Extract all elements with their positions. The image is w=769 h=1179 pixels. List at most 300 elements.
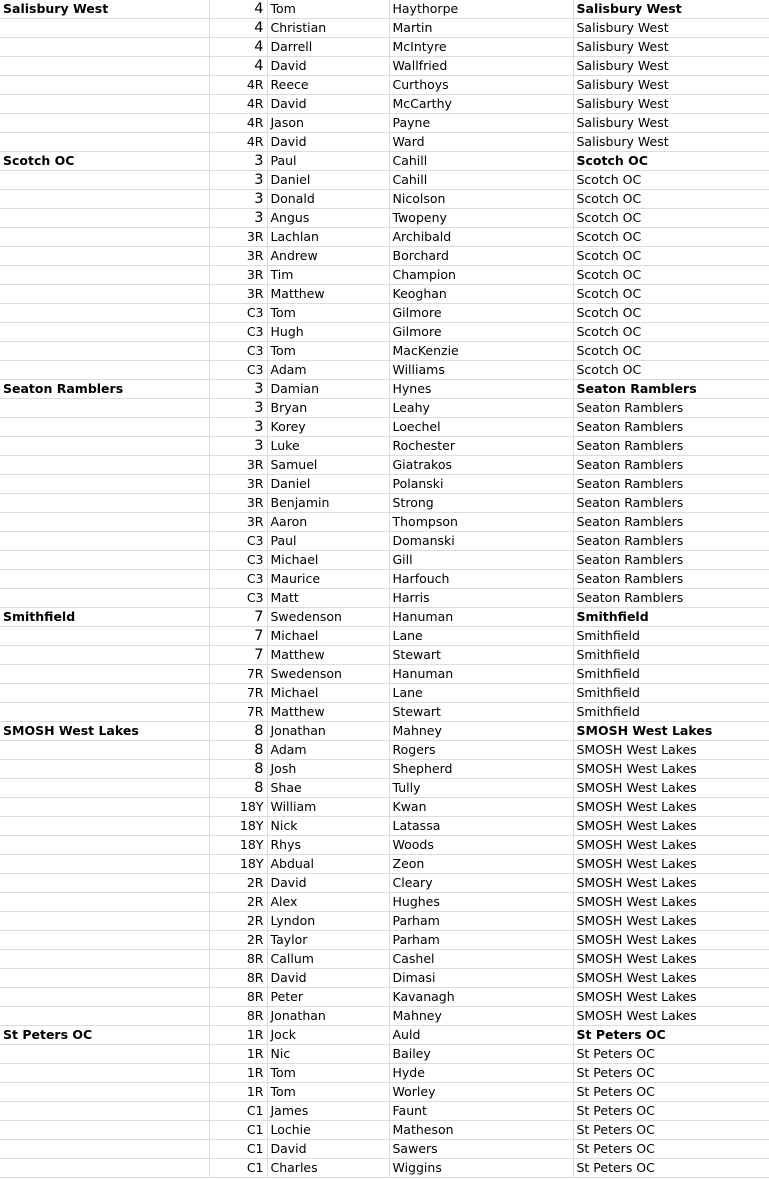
grade-cell[interactable]: C3 (209, 570, 267, 589)
last-name-cell[interactable]: Gilmore (389, 304, 573, 323)
last-name-cell[interactable]: Woods (389, 836, 573, 855)
club-cell[interactable] (0, 855, 209, 874)
grade-cell[interactable]: 3R (209, 494, 267, 513)
club-cell[interactable] (0, 247, 209, 266)
last-name-cell[interactable]: Martin (389, 19, 573, 38)
first-name-cell[interactable]: Nic (267, 1045, 389, 1064)
last-name-cell[interactable]: Mahney (389, 1007, 573, 1026)
last-name-cell[interactable]: Polanski (389, 475, 573, 494)
club-cell[interactable] (0, 418, 209, 437)
grade-cell[interactable]: 8R (209, 988, 267, 1007)
club-cell[interactable]: SMOSH West Lakes (0, 722, 209, 741)
first-name-cell[interactable]: Benjamin (267, 494, 389, 513)
first-name-cell[interactable]: Tim (267, 266, 389, 285)
club-cell[interactable] (0, 931, 209, 950)
grade-cell[interactable]: 3R (209, 228, 267, 247)
first-name-cell[interactable]: Matthew (267, 285, 389, 304)
grade-cell[interactable]: C3 (209, 532, 267, 551)
first-name-cell[interactable]: Tom (267, 1064, 389, 1083)
grade-cell[interactable]: C1 (209, 1140, 267, 1159)
grade-cell[interactable]: 3 (209, 209, 267, 228)
last-name-cell[interactable]: Domanski (389, 532, 573, 551)
grade-cell[interactable]: C3 (209, 589, 267, 608)
last-name-cell[interactable]: Champion (389, 266, 573, 285)
first-name-cell[interactable]: Korey (267, 418, 389, 437)
club-cell[interactable] (0, 1159, 209, 1178)
team-cell[interactable]: Salisbury West (573, 76, 769, 95)
club-cell[interactable] (0, 836, 209, 855)
club-cell[interactable]: St Peters OC (0, 1026, 209, 1045)
last-name-cell[interactable]: Stewart (389, 703, 573, 722)
last-name-cell[interactable]: Sawers (389, 1140, 573, 1159)
grade-cell[interactable]: 3R (209, 247, 267, 266)
first-name-cell[interactable]: Samuel (267, 456, 389, 475)
first-name-cell[interactable]: Michael (267, 684, 389, 703)
last-name-cell[interactable]: Parham (389, 912, 573, 931)
team-cell[interactable]: Salisbury West (573, 114, 769, 133)
grade-cell[interactable]: 3R (209, 456, 267, 475)
last-name-cell[interactable]: Curthoys (389, 76, 573, 95)
team-cell[interactable]: SMOSH West Lakes (573, 855, 769, 874)
last-name-cell[interactable]: Gill (389, 551, 573, 570)
first-name-cell[interactable]: Donald (267, 190, 389, 209)
club-cell[interactable] (0, 57, 209, 76)
grade-cell[interactable]: 2R (209, 893, 267, 912)
club-cell[interactable] (0, 874, 209, 893)
club-cell[interactable] (0, 627, 209, 646)
first-name-cell[interactable]: Rhys (267, 836, 389, 855)
team-cell[interactable]: Seaton Ramblers (573, 475, 769, 494)
last-name-cell[interactable]: Haythorpe (389, 0, 573, 19)
team-cell[interactable]: Scotch OC (573, 342, 769, 361)
club-cell[interactable] (0, 133, 209, 152)
last-name-cell[interactable]: Nicolson (389, 190, 573, 209)
club-cell[interactable] (0, 665, 209, 684)
grade-cell[interactable]: 3R (209, 513, 267, 532)
last-name-cell[interactable]: Payne (389, 114, 573, 133)
club-cell[interactable] (0, 817, 209, 836)
last-name-cell[interactable]: Parham (389, 931, 573, 950)
team-cell[interactable]: SMOSH West Lakes (573, 817, 769, 836)
club-cell[interactable] (0, 76, 209, 95)
team-cell[interactable]: SMOSH West Lakes (573, 779, 769, 798)
first-name-cell[interactable]: Tom (267, 1083, 389, 1102)
team-cell[interactable]: SMOSH West Lakes (573, 836, 769, 855)
grade-cell[interactable]: 3 (209, 171, 267, 190)
last-name-cell[interactable]: Keoghan (389, 285, 573, 304)
grade-cell[interactable]: 3 (209, 152, 267, 171)
club-cell[interactable] (0, 1121, 209, 1140)
club-cell[interactable] (0, 475, 209, 494)
club-cell[interactable] (0, 19, 209, 38)
first-name-cell[interactable]: Josh (267, 760, 389, 779)
first-name-cell[interactable]: Charles (267, 1159, 389, 1178)
club-cell[interactable] (0, 589, 209, 608)
grade-cell[interactable]: 4R (209, 95, 267, 114)
grade-cell[interactable]: 2R (209, 874, 267, 893)
team-cell[interactable]: Salisbury West (573, 19, 769, 38)
first-name-cell[interactable]: Swedenson (267, 665, 389, 684)
first-name-cell[interactable]: Abdual (267, 855, 389, 874)
club-cell[interactable] (0, 703, 209, 722)
last-name-cell[interactable]: Hyde (389, 1064, 573, 1083)
club-cell[interactable]: Seaton Ramblers (0, 380, 209, 399)
team-cell[interactable]: Scotch OC (573, 171, 769, 190)
grade-cell[interactable]: 7R (209, 665, 267, 684)
club-cell[interactable] (0, 969, 209, 988)
grade-cell[interactable]: 2R (209, 931, 267, 950)
last-name-cell[interactable]: Twopeny (389, 209, 573, 228)
club-cell[interactable] (0, 684, 209, 703)
last-name-cell[interactable]: Hughes (389, 893, 573, 912)
grade-cell[interactable]: 18Y (209, 836, 267, 855)
team-cell[interactable]: St Peters OC (573, 1159, 769, 1178)
grade-cell[interactable]: 18Y (209, 798, 267, 817)
last-name-cell[interactable]: Harfouch (389, 570, 573, 589)
first-name-cell[interactable]: Daniel (267, 171, 389, 190)
last-name-cell[interactable]: Cahill (389, 171, 573, 190)
team-cell[interactable]: Salisbury West (573, 57, 769, 76)
club-cell[interactable]: Scotch OC (0, 152, 209, 171)
team-cell[interactable]: SMOSH West Lakes (573, 1007, 769, 1026)
first-name-cell[interactable]: Matt (267, 589, 389, 608)
first-name-cell[interactable]: Aaron (267, 513, 389, 532)
first-name-cell[interactable]: Tom (267, 304, 389, 323)
club-cell[interactable] (0, 95, 209, 114)
first-name-cell[interactable]: Jonathan (267, 1007, 389, 1026)
first-name-cell[interactable]: David (267, 1140, 389, 1159)
club-cell[interactable] (0, 342, 209, 361)
club-cell[interactable] (0, 646, 209, 665)
team-cell[interactable]: SMOSH West Lakes (573, 722, 769, 741)
first-name-cell[interactable]: David (267, 969, 389, 988)
first-name-cell[interactable]: Bryan (267, 399, 389, 418)
team-cell[interactable]: Smithfield (573, 684, 769, 703)
team-cell[interactable]: Seaton Ramblers (573, 570, 769, 589)
club-cell[interactable] (0, 741, 209, 760)
grade-cell[interactable]: 8R (209, 950, 267, 969)
first-name-cell[interactable]: Lyndon (267, 912, 389, 931)
grade-cell[interactable]: 4 (209, 0, 267, 19)
grade-cell[interactable]: 2R (209, 912, 267, 931)
team-cell[interactable]: Scotch OC (573, 323, 769, 342)
last-name-cell[interactable]: Kavanagh (389, 988, 573, 1007)
last-name-cell[interactable]: Borchard (389, 247, 573, 266)
team-cell[interactable]: SMOSH West Lakes (573, 931, 769, 950)
first-name-cell[interactable]: Nick (267, 817, 389, 836)
first-name-cell[interactable]: Daniel (267, 475, 389, 494)
club-cell[interactable] (0, 1064, 209, 1083)
grade-cell[interactable]: 3R (209, 475, 267, 494)
last-name-cell[interactable]: Archibald (389, 228, 573, 247)
first-name-cell[interactable]: Callum (267, 950, 389, 969)
club-cell[interactable] (0, 950, 209, 969)
team-cell[interactable]: Scotch OC (573, 190, 769, 209)
club-cell[interactable] (0, 456, 209, 475)
grade-cell[interactable]: 7 (209, 646, 267, 665)
last-name-cell[interactable]: Harris (389, 589, 573, 608)
last-name-cell[interactable]: Tully (389, 779, 573, 798)
grade-cell[interactable]: 3 (209, 190, 267, 209)
first-name-cell[interactable]: James (267, 1102, 389, 1121)
last-name-cell[interactable]: McCarthy (389, 95, 573, 114)
grade-cell[interactable]: C3 (209, 361, 267, 380)
grade-cell[interactable]: 3 (209, 380, 267, 399)
last-name-cell[interactable]: Zeon (389, 855, 573, 874)
team-cell[interactable]: St Peters OC (573, 1102, 769, 1121)
team-cell[interactable]: SMOSH West Lakes (573, 741, 769, 760)
club-cell[interactable]: Smithfield (0, 608, 209, 627)
team-cell[interactable]: SMOSH West Lakes (573, 969, 769, 988)
grade-cell[interactable]: 1R (209, 1045, 267, 1064)
team-cell[interactable]: St Peters OC (573, 1064, 769, 1083)
first-name-cell[interactable]: Darrell (267, 38, 389, 57)
first-name-cell[interactable]: Tom (267, 0, 389, 19)
last-name-cell[interactable]: Rogers (389, 741, 573, 760)
last-name-cell[interactable]: Shepherd (389, 760, 573, 779)
club-cell[interactable] (0, 912, 209, 931)
first-name-cell[interactable]: Alex (267, 893, 389, 912)
last-name-cell[interactable]: Lane (389, 627, 573, 646)
team-cell[interactable]: SMOSH West Lakes (573, 798, 769, 817)
grade-cell[interactable]: 8 (209, 741, 267, 760)
first-name-cell[interactable]: Jason (267, 114, 389, 133)
team-cell[interactable]: Seaton Ramblers (573, 551, 769, 570)
first-name-cell[interactable]: Matthew (267, 703, 389, 722)
club-cell[interactable] (0, 570, 209, 589)
team-cell[interactable]: Scotch OC (573, 285, 769, 304)
club-cell[interactable] (0, 399, 209, 418)
first-name-cell[interactable]: Michael (267, 627, 389, 646)
grade-cell[interactable]: 4 (209, 57, 267, 76)
grade-cell[interactable]: C3 (209, 304, 267, 323)
first-name-cell[interactable]: Matthew (267, 646, 389, 665)
club-cell[interactable] (0, 1140, 209, 1159)
team-cell[interactable]: Salisbury West (573, 133, 769, 152)
team-cell[interactable]: Scotch OC (573, 228, 769, 247)
team-cell[interactable]: St Peters OC (573, 1140, 769, 1159)
first-name-cell[interactable]: Tom (267, 342, 389, 361)
grade-cell[interactable]: 7R (209, 684, 267, 703)
grade-cell[interactable]: 8R (209, 969, 267, 988)
team-cell[interactable]: SMOSH West Lakes (573, 760, 769, 779)
club-cell[interactable] (0, 171, 209, 190)
club-cell[interactable] (0, 798, 209, 817)
team-cell[interactable]: SMOSH West Lakes (573, 874, 769, 893)
club-cell[interactable] (0, 437, 209, 456)
last-name-cell[interactable]: Wiggins (389, 1159, 573, 1178)
last-name-cell[interactable]: MacKenzie (389, 342, 573, 361)
club-cell[interactable] (0, 1045, 209, 1064)
team-cell[interactable]: St Peters OC (573, 1083, 769, 1102)
team-cell[interactable]: St Peters OC (573, 1045, 769, 1064)
first-name-cell[interactable]: Taylor (267, 931, 389, 950)
club-cell[interactable]: Salisbury West (0, 0, 209, 19)
first-name-cell[interactable]: Reece (267, 76, 389, 95)
first-name-cell[interactable]: Andrew (267, 247, 389, 266)
first-name-cell[interactable]: Paul (267, 152, 389, 171)
team-cell[interactable]: SMOSH West Lakes (573, 950, 769, 969)
last-name-cell[interactable]: Rochester (389, 437, 573, 456)
grade-cell[interactable]: 4R (209, 133, 267, 152)
team-cell[interactable]: Seaton Ramblers (573, 437, 769, 456)
first-name-cell[interactable]: Adam (267, 361, 389, 380)
first-name-cell[interactable]: Jonathan (267, 722, 389, 741)
club-cell[interactable] (0, 304, 209, 323)
grade-cell[interactable]: C3 (209, 551, 267, 570)
last-name-cell[interactable]: Hanuman (389, 665, 573, 684)
last-name-cell[interactable]: Strong (389, 494, 573, 513)
team-cell[interactable]: Smithfield (573, 703, 769, 722)
grade-cell[interactable]: 18Y (209, 817, 267, 836)
grade-cell[interactable]: C1 (209, 1121, 267, 1140)
first-name-cell[interactable]: Shae (267, 779, 389, 798)
last-name-cell[interactable]: Williams (389, 361, 573, 380)
last-name-cell[interactable]: Bailey (389, 1045, 573, 1064)
team-cell[interactable]: Seaton Ramblers (573, 532, 769, 551)
first-name-cell[interactable]: Lachlan (267, 228, 389, 247)
last-name-cell[interactable]: Cleary (389, 874, 573, 893)
team-cell[interactable]: Salisbury West (573, 95, 769, 114)
club-cell[interactable] (0, 1102, 209, 1121)
team-cell[interactable]: Scotch OC (573, 209, 769, 228)
last-name-cell[interactable]: Worley (389, 1083, 573, 1102)
first-name-cell[interactable]: David (267, 57, 389, 76)
team-cell[interactable]: St Peters OC (573, 1121, 769, 1140)
last-name-cell[interactable]: Thompson (389, 513, 573, 532)
grade-cell[interactable]: 3R (209, 266, 267, 285)
last-name-cell[interactable]: Wallfried (389, 57, 573, 76)
last-name-cell[interactable]: Kwan (389, 798, 573, 817)
team-cell[interactable]: Seaton Ramblers (573, 513, 769, 532)
team-cell[interactable]: SMOSH West Lakes (573, 912, 769, 931)
grade-cell[interactable]: 3 (209, 418, 267, 437)
team-cell[interactable]: Salisbury West (573, 0, 769, 19)
last-name-cell[interactable]: Matheson (389, 1121, 573, 1140)
team-cell[interactable]: Scotch OC (573, 247, 769, 266)
grade-cell[interactable]: C3 (209, 342, 267, 361)
first-name-cell[interactable]: David (267, 874, 389, 893)
last-name-cell[interactable]: Mahney (389, 722, 573, 741)
club-cell[interactable] (0, 285, 209, 304)
first-name-cell[interactable]: Lochie (267, 1121, 389, 1140)
grade-cell[interactable]: 7 (209, 608, 267, 627)
grade-cell[interactable]: 1R (209, 1064, 267, 1083)
grade-cell[interactable]: 3 (209, 399, 267, 418)
team-cell[interactable]: Scotch OC (573, 304, 769, 323)
club-cell[interactable] (0, 760, 209, 779)
last-name-cell[interactable]: Gilmore (389, 323, 573, 342)
club-cell[interactable] (0, 494, 209, 513)
club-cell[interactable] (0, 228, 209, 247)
last-name-cell[interactable]: Cashel (389, 950, 573, 969)
last-name-cell[interactable]: Hanuman (389, 608, 573, 627)
club-cell[interactable] (0, 190, 209, 209)
grade-cell[interactable]: C1 (209, 1102, 267, 1121)
club-cell[interactable] (0, 323, 209, 342)
club-cell[interactable] (0, 532, 209, 551)
first-name-cell[interactable]: Peter (267, 988, 389, 1007)
grade-cell[interactable]: 3R (209, 285, 267, 304)
grade-cell[interactable]: 1R (209, 1083, 267, 1102)
first-name-cell[interactable]: Hugh (267, 323, 389, 342)
grade-cell[interactable]: 3 (209, 437, 267, 456)
grade-cell[interactable]: 4 (209, 38, 267, 57)
first-name-cell[interactable]: Luke (267, 437, 389, 456)
first-name-cell[interactable]: Christian (267, 19, 389, 38)
team-cell[interactable]: Smithfield (573, 646, 769, 665)
last-name-cell[interactable]: Stewart (389, 646, 573, 665)
first-name-cell[interactable]: Angus (267, 209, 389, 228)
last-name-cell[interactable]: McIntyre (389, 38, 573, 57)
last-name-cell[interactable]: Faunt (389, 1102, 573, 1121)
grade-cell[interactable]: 4R (209, 114, 267, 133)
club-cell[interactable] (0, 779, 209, 798)
team-cell[interactable]: Seaton Ramblers (573, 589, 769, 608)
team-cell[interactable]: St Peters OC (573, 1026, 769, 1045)
club-cell[interactable] (0, 988, 209, 1007)
club-cell[interactable] (0, 893, 209, 912)
club-cell[interactable] (0, 1007, 209, 1026)
grade-cell[interactable]: 8R (209, 1007, 267, 1026)
team-cell[interactable]: Seaton Ramblers (573, 456, 769, 475)
last-name-cell[interactable]: Giatrakos (389, 456, 573, 475)
first-name-cell[interactable]: Adam (267, 741, 389, 760)
team-cell[interactable]: Smithfield (573, 665, 769, 684)
team-cell[interactable]: Seaton Ramblers (573, 380, 769, 399)
last-name-cell[interactable]: Hynes (389, 380, 573, 399)
team-cell[interactable]: Scotch OC (573, 152, 769, 171)
first-name-cell[interactable]: William (267, 798, 389, 817)
last-name-cell[interactable]: Latassa (389, 817, 573, 836)
last-name-cell[interactable]: Cahill (389, 152, 573, 171)
grade-cell[interactable]: 8 (209, 722, 267, 741)
team-cell[interactable]: Seaton Ramblers (573, 418, 769, 437)
club-cell[interactable] (0, 114, 209, 133)
grade-cell[interactable]: C3 (209, 323, 267, 342)
club-cell[interactable] (0, 266, 209, 285)
club-cell[interactable] (0, 38, 209, 57)
team-cell[interactable]: SMOSH West Lakes (573, 988, 769, 1007)
first-name-cell[interactable]: David (267, 133, 389, 152)
grade-cell[interactable]: 7 (209, 627, 267, 646)
team-cell[interactable]: Salisbury West (573, 38, 769, 57)
grade-cell[interactable]: 4R (209, 76, 267, 95)
team-cell[interactable]: SMOSH West Lakes (573, 893, 769, 912)
grade-cell[interactable]: 1R (209, 1026, 267, 1045)
grade-cell[interactable]: 7R (209, 703, 267, 722)
grade-cell[interactable]: 18Y (209, 855, 267, 874)
club-cell[interactable] (0, 361, 209, 380)
last-name-cell[interactable]: Dimasi (389, 969, 573, 988)
grade-cell[interactable]: 8 (209, 779, 267, 798)
grade-cell[interactable]: 4 (209, 19, 267, 38)
first-name-cell[interactable]: Paul (267, 532, 389, 551)
team-cell[interactable]: Seaton Ramblers (573, 494, 769, 513)
team-cell[interactable]: Smithfield (573, 627, 769, 646)
first-name-cell[interactable]: Maurice (267, 570, 389, 589)
team-cell[interactable]: Smithfield (573, 608, 769, 627)
club-cell[interactable] (0, 551, 209, 570)
club-cell[interactable] (0, 513, 209, 532)
last-name-cell[interactable]: Auld (389, 1026, 573, 1045)
last-name-cell[interactable]: Ward (389, 133, 573, 152)
last-name-cell[interactable]: Leahy (389, 399, 573, 418)
club-cell[interactable] (0, 209, 209, 228)
grade-cell[interactable]: C1 (209, 1159, 267, 1178)
team-cell[interactable]: Scotch OC (573, 361, 769, 380)
last-name-cell[interactable]: Loechel (389, 418, 573, 437)
